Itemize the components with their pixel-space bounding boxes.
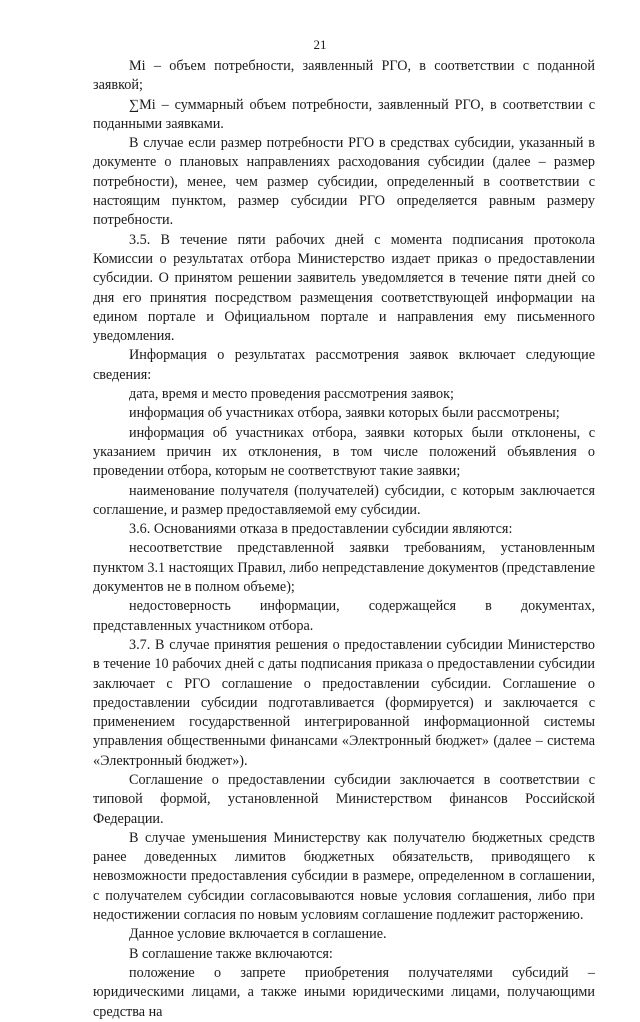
list-item-purchase-ban: положение о запрете приобретения получателями субсидий – юридическими лицами, а также иными юридическими лицами, получающими средства на [93,964,595,1020]
paragraph-results-info: Информация о результатах рассмотрения заявок включает следующие сведения: [93,347,595,383]
paragraph-agreement-form: Соглашение о предоставлении субсидии заключается в соответствии с типовой формой, установленной Министерством финансов Российской Федерации. [93,771,595,827]
list-item-rejected-participants: информация об участниках отбора, заявки которых были отклонены, с указанием причин их отклонения, в том числе положений объявления о проведении отбора, которым не соответствуют такие заявки; [93,424,595,480]
paragraph-mi-definition: Mi – объем потребности, заявленный РГО, в соответствии с поданной заявкой; [93,58,595,94]
paragraph-sum-mi-definition: ∑Mi – суммарный объем потребности, заявленный РГО, в соответствии с поданными заявками. [93,96,595,132]
paragraph-agreement-includes: В соглашение также включаются: [129,945,333,962]
paragraph-need-size: В случае если размер потребности РГО в средствах субсидии, указанный в документе о плановых направлениях расходования субсидии (далее – размер потребности), менее, чем размер субсидии, определенный в соответствии с настоящим пунктом, размер субсидии РГО определяется равным размеру потребности. [93,135,595,229]
paragraph-3-6: 3.6. Основаниями отказа в предоставлении субсидии являются: [129,521,513,538]
list-item-recipient-name: наименование получателя (получателей) субсидии, с которым заключается соглашение, и размер предоставляемой ему субсидии. [93,482,595,518]
paragraph-3-5: 3.5. В течение пяти рабочих дней с момента подписания протокола Комиссии о результатах отбора Министерство издает приказ о предоставлении субсидии. О принятом решении заявитель уведомляется в течение пяти дней со дня его принятия посредством размещения соответствующей информации на едином портале и Официальном портале и направления ему письменного уведомления. [93,231,595,345]
list-item-nonconformity: несоответствие представленной заявки требованиям, установленным пунктом 3.1 настоящих Правил, либо непредставление документов (представление документов не в полном объеме); [93,540,595,596]
list-item-reviewed-participants: информация об участниках отбора, заявки которых были рассмотрены; [129,405,560,422]
list-item-unreliable-info: недостоверность информации, содержащейся в документах, представленных участником отбора. [93,598,595,634]
paragraph-limits-reduction: В случае уменьшения Министерству как получателю бюджетных средств ранее доведенных лимитов бюджетных обязательств, приводящего к невозможности предоставления субсидии в размере, определенном в соглашении, с получателем субсидии согласовываются новые условия соглашения, либо при недостижении согласия по новым условиям соглашение подлежит расторжению. [93,829,595,924]
paragraph-3-7: 3.7. В случае принятия решения о предоставлении субсидии Министерство в течение 10 рабочих дней с даты подписания приказа о предоставлении субсидии заключает с РГО соглашение о предоставлении субсидии. Соглашение о предоставлении субсидии подготавливается (формируется) и заключается с применением государственной интегрированной информационной системы управления общественными финансами «Электронный бюджет» (далее – система «Электронный бюджет»). [93,636,595,769]
paragraph-condition-included: Данное условие включается в соглашение. [129,926,387,943]
page-body [93,57,595,1022]
page-number: 21 [313,37,327,52]
list-item-date-time-place: дата, время и место проведения рассмотрения заявок; [129,386,454,403]
